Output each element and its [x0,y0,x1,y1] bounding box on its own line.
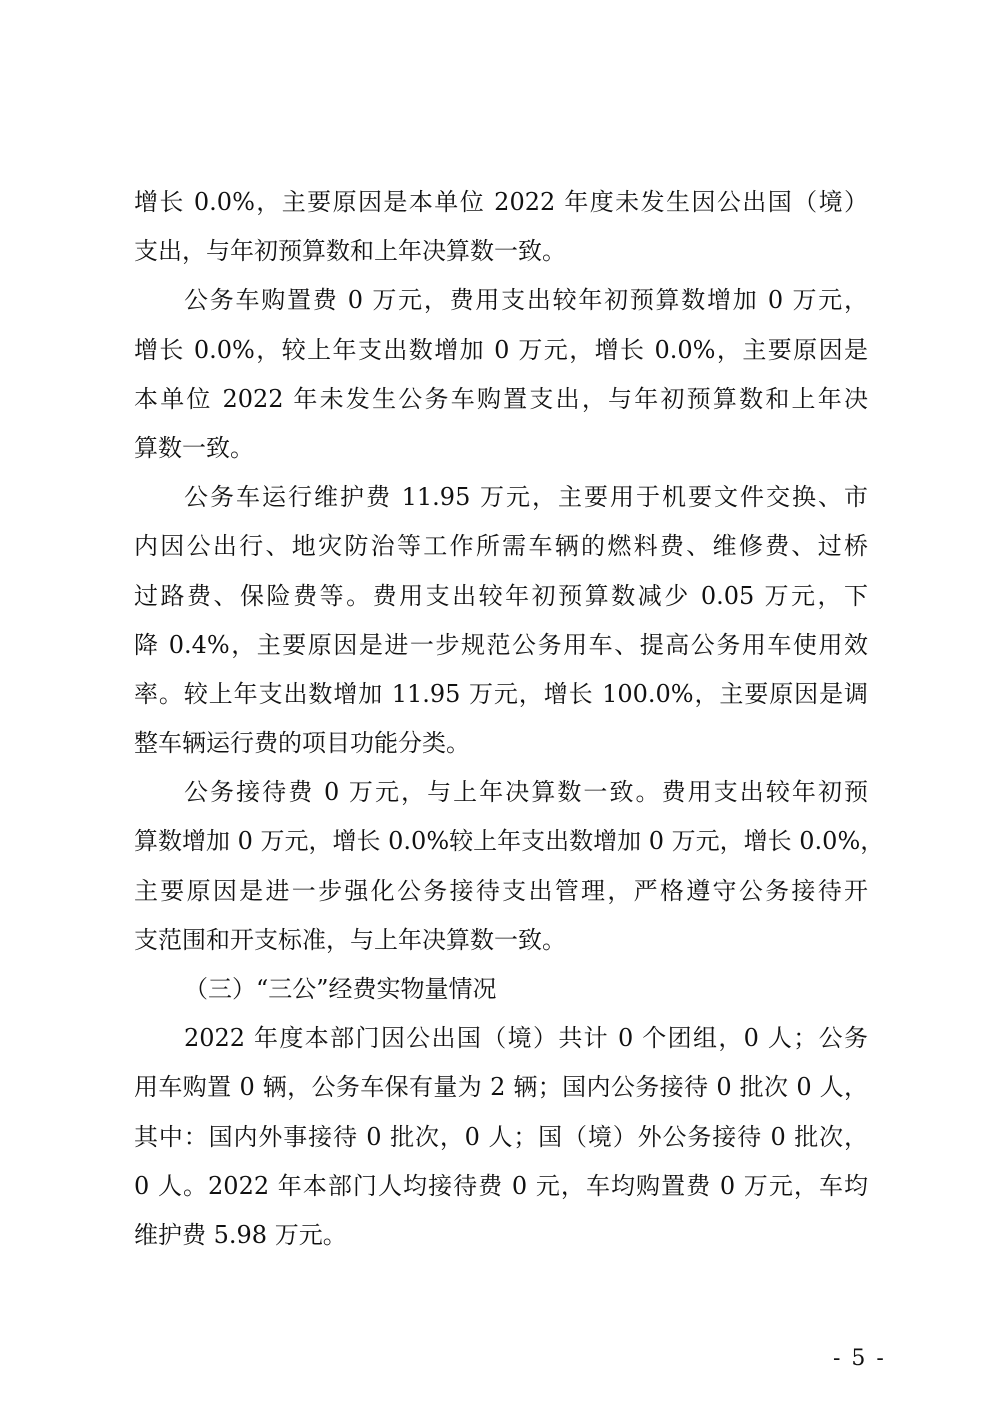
text-line: 其中：国内外事接待 0 批次，0 人；国（境）外公务接待 0 批次， [134,1122,868,1151]
text-line: 增长 0.0%，较上年支出数增加 0 万元，增长 0.0%，主要原因是 [134,335,868,364]
page-number: - 5 - [833,1346,886,1371]
text-line: 主要原因是进一步强化公务接待支出管理，严格遵守公务接待开 [134,876,868,905]
text-line: 本单位 2022 年未发生公务车购置支出，与年初预算数和上年决 [134,384,868,413]
text-line: 内因公出行、地灾防治等工作所需车辆的燃料费、维修费、过桥 [134,532,868,561]
paragraph-first-line: 公务接待费 0 万元，与上年决算数一致。费用支出较年初预 [184,778,868,807]
text-line: 算数一致。 [134,433,254,462]
paragraph-first-line: 2022 年度本部门因公出国（境）共计 0 个团组，0 人；公务 [184,1024,868,1053]
section-heading: （三）“三公”经费实物量情况 [184,975,497,1003]
document-body [134,178,885,1260]
text-line: 整车辆运行费的项目功能分类。 [134,729,470,758]
text-line: 支范围和开支标准，与上年决算数一致。 [134,925,566,954]
paragraph-first-line: 公务车购置费 0 万元，费用支出较年初预算数增加 0 万元， [184,286,868,315]
text-line: 过路费、保险费等。费用支出较年初预算数减少 0.05 万元，下 [134,581,868,610]
text-line: 0 人。2022 年本部门人均接待费 0 元，车均购置费 0 万元，车均 [134,1171,868,1200]
text-line: 降 0.4%，主要原因是进一步规范公务用车、提高公务用车使用效 [134,630,868,659]
text-line: 支出，与年初预算数和上年决算数一致。 [134,237,566,266]
paragraph-first-line: 公务车运行维护费 11.95 万元，主要用于机要文件交换、市 [184,483,868,512]
text-line: 增长 0.0%，主要原因是本单位 2022 年度未发生因公出国（境） [134,188,868,216]
text-line: 算数增加 0 万元，增长 0.0%较上年支出数增加 0 万元，增长 0.0%， [134,827,885,856]
text-line: 维护费 5.98 万元。 [134,1220,347,1249]
text-line: 用车购置 0 辆，公务车保有量为 2 辆；国内公务接待 0 批次 0 人， [134,1073,868,1102]
text-line: 率。较上年支出数增加 11.95 万元，增长 100.0%，主要原因是调 [134,679,868,708]
